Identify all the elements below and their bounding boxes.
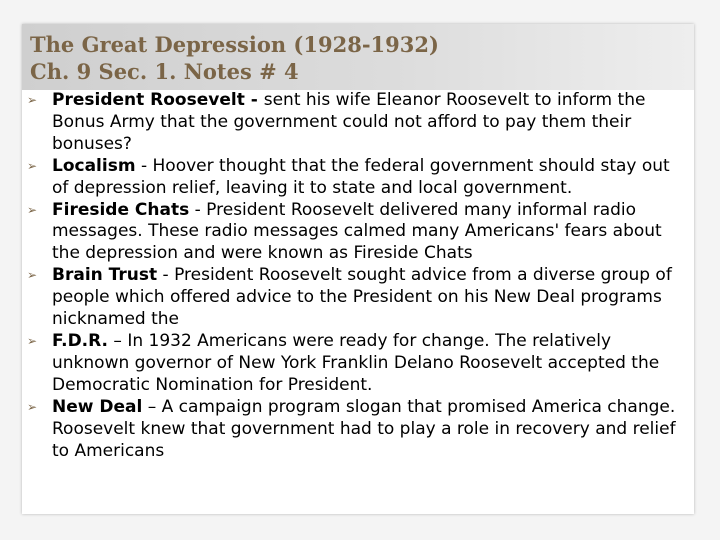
list-item <box>25 156 685 200</box>
list-item <box>25 265 685 331</box>
bullet-term: Fireside Chats <box>52 199 190 220</box>
list-item <box>25 397 685 463</box>
bullet-text: – A campaign program slogan that promised America change. Roosevelt knew that government had to play a role in recovery and relief to Americans <box>52 396 676 461</box>
bullet-text: – In 1932 Americans were ready for change. The relatively unknown governor of New York Franklin Delano Roosevelt accepted the Democratic Nomination for President. <box>52 330 660 395</box>
notes-list <box>25 90 685 462</box>
list-item <box>25 200 685 266</box>
slide-title <box>30 31 439 85</box>
bullet-text: - Hoover thought that the federal government should stay out of depression relief, leaving it to state and local government. <box>52 155 670 198</box>
bullet-text: sent his wife Eleanor Roosevelt to inform the Bonus Army that the government could not afford to pay them their bonuses? <box>52 90 646 154</box>
bullet-term: Brain Trust <box>52 265 158 286</box>
bullet-term: Localism <box>52 155 136 176</box>
arrow-bullet-icon: ➢ <box>27 93 38 107</box>
bullet-term: F.D.R. <box>52 330 109 351</box>
list-item <box>25 90 685 156</box>
arrow-bullet-icon: ➢ <box>27 268 38 283</box>
list-item <box>25 331 685 397</box>
arrow-bullet-icon: ➢ <box>27 399 38 414</box>
title-line-1: The Great Depression (1928-1932) <box>30 32 439 57</box>
bullet-text: - President Roosevelt sought advice from a diverse group of people which offered advice to the President on his New Deal programs nicknamed the <box>52 265 672 330</box>
arrow-bullet-icon: ➢ <box>27 202 38 217</box>
title-line-2: Ch. 9 Sec. 1. Notes # 4 <box>30 59 299 84</box>
arrow-bullet-icon: ➢ <box>27 333 38 348</box>
arrow-bullet-icon: ➢ <box>27 158 38 173</box>
bullet-term: New Deal <box>52 396 143 417</box>
bullet-text: - President Roosevelt delivered many informal radio messages. These radio messages calmed many Americans' fears about the depression and were known as Fireside Chats <box>52 199 662 264</box>
bullet-term: President Roosevelt - <box>52 90 264 110</box>
